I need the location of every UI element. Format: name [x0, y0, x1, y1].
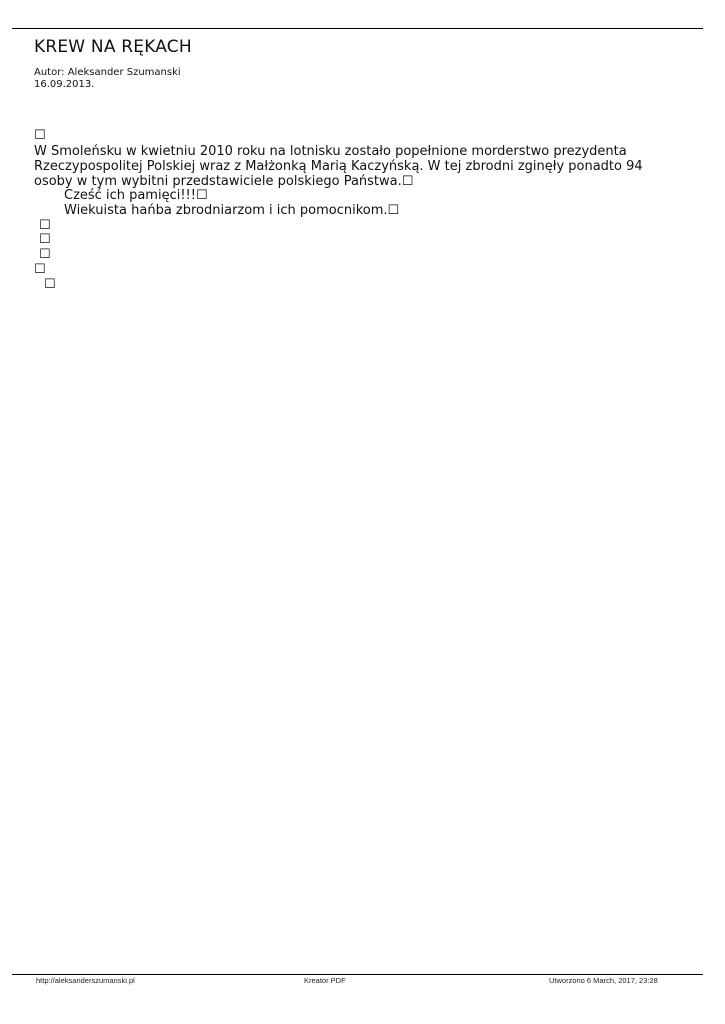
document-title: KREW NA RĘKACH: [34, 37, 192, 57]
box-glyph: ☐: [44, 277, 56, 292]
date-line: 16.09.2013.: [34, 79, 95, 90]
author-line: Autor: Aleksander Szumanski: [34, 67, 181, 78]
footer-url: http://aleksanderszumanski.pl: [36, 976, 135, 985]
main-paragraph: W Smoleńsku w kwietniu 2010 roku na lotnisku zostało popełnione morderstwo prezydenta Rzeczypospolitej Polskiej wraz z Małżonką Marią Kaczyńską. W tej zbrodni zginęły ponadto 94 osoby w tym wybitni przedstawiciele polskiego Państwa.☐: [34, 144, 643, 189]
footer-generator: Kreator PDF: [304, 976, 346, 985]
box-glyph: ☐: [34, 128, 46, 143]
top-rule: [12, 28, 703, 29]
memory-line: Cześć ich pamięci!!!☐: [64, 188, 208, 203]
shame-line: Wiekuista hańba zbrodniarzom i ich pomocnikom.☐: [64, 203, 400, 218]
bottom-rule: [12, 974, 703, 975]
box-glyph: ☐: [39, 218, 51, 233]
footer-created: Utworzono 6 March, 2017, 23:28: [549, 976, 658, 985]
box-glyph: ☐: [34, 262, 46, 277]
box-glyph: ☐: [39, 232, 51, 247]
box-glyph: ☐: [39, 247, 51, 262]
